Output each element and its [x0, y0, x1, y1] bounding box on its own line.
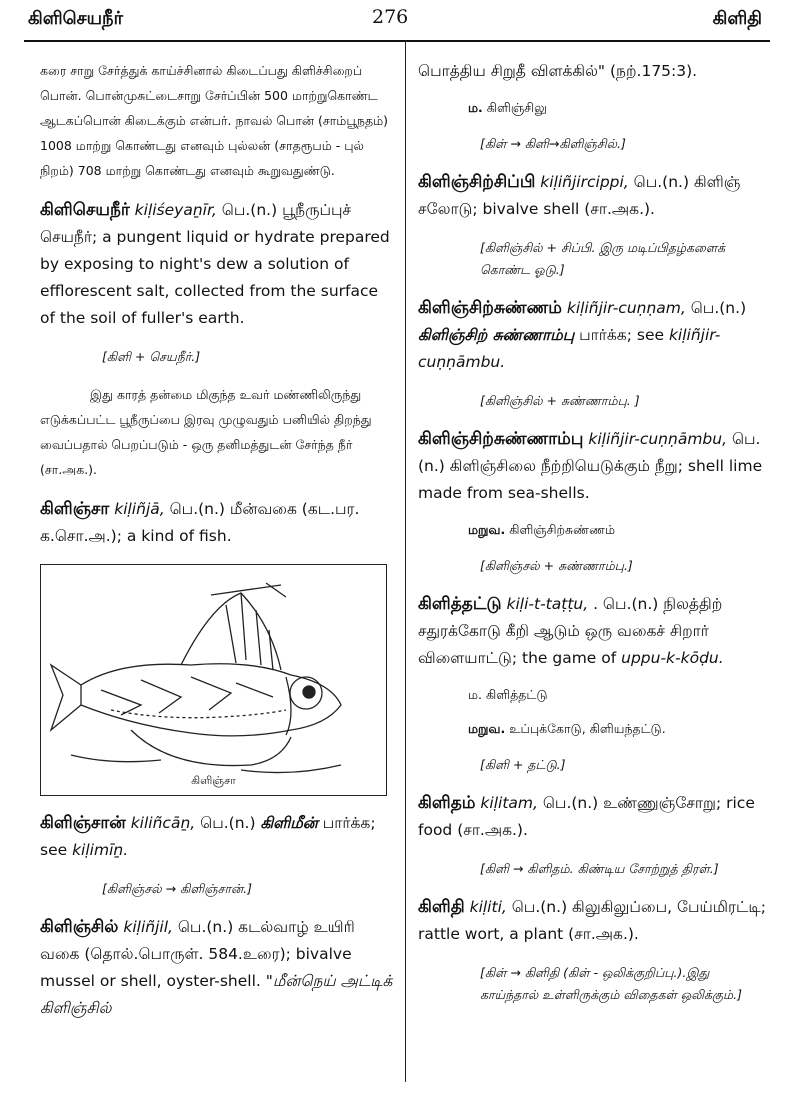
cognate-word: கிளித்தட்டு: [486, 687, 548, 702]
headword: கிளிஞ்சிற்சுண்ணம்: [418, 298, 562, 318]
synonym: [468, 519, 770, 541]
headword: கிளிஞ்சிற்சுண்ணாம்பு: [418, 429, 584, 449]
column-divider: [405, 42, 406, 1082]
entry-kilinja: [40, 496, 395, 550]
headword: கிளிதி: [418, 897, 465, 917]
transliteration: kiḷi-t-taṭṭu,: [506, 595, 589, 613]
etymology: [கிள் → கிளி→கிளிஞ்சில்.]: [480, 136, 626, 151]
continued-paragraph: கரை சாறு சேர்த்துக் காய்ச்சினால் கிடைப்பது கிளிச்சிறைப் பொன். பொன்முசுட்டைசாறு சேர்ப்பின் 500 மாற்றுகொண்ட ஆடகப்பொன் கிடைக்கும் என்பர். நாவல் பொன் (சாம்பூநதம்) 1008 மாற்று கொண்டது எனவும் புல்லன் (சாதரூபம் - புல் நிறம்) 708 மாற்று கொண்டது எனவும் கூறுவதுண்டு.: [40, 63, 389, 178]
entry-kiliti: [418, 894, 770, 948]
left-column: [40, 58, 395, 1022]
etymology: [கிள் → கிளிதி (கிள் - ஒலிக்குறிப்பு.).இது காய்ந்தால் உள்ளிருக்கும் விதைகள் ஒலிக்கும்.]: [480, 965, 742, 1002]
transliteration: kiḷitam,: [480, 794, 538, 812]
page-number: 276: [372, 6, 409, 28]
etymology: [கிளிஞ்சில் + சுண்ணாம்பு. ]: [480, 393, 640, 408]
running-head-left: கிளிசெயநீர்: [28, 8, 123, 29]
entry-kilinjirsunnam: [418, 295, 770, 376]
etymology: [கிளி + செயநீர்.]: [102, 349, 201, 364]
see-text: பார்க்க; see: [574, 326, 669, 344]
cognate-label: ம.: [468, 100, 483, 115]
entry-kilinjan: [40, 810, 395, 864]
entry-kilinjirsunnambu: [418, 426, 770, 507]
definition: பெ.(n.) கிளிஞ்சிலை நீற்றியெடுக்கும் நீறு; shell lime made from sea-shells.: [418, 430, 763, 502]
transliteration: kiḷiti,: [469, 898, 507, 916]
cognate-word: கிளிஞ்சிலு: [486, 100, 547, 115]
etymology: [கிளிஞ்சல் → கிளிஞ்சான்.]: [102, 881, 252, 896]
synonym-words: உப்புக்கோடு, கிளியந்தட்டு.: [509, 721, 666, 736]
synonym-word: கிளிஞ்சிற்சுண்ணம்: [509, 522, 616, 537]
definition: பெ.(n.) கிளிஞ் சலோடு; bivalve shell (சா.அக.).: [418, 173, 741, 218]
definition: பெ.(n.) உண்ணுஞ்சோறு; rice food (சா.அக.).: [418, 794, 755, 839]
game-name: uppu-k-kōḍu.: [621, 649, 724, 667]
cognate-label: ம.: [468, 687, 483, 702]
synonym: [468, 718, 770, 740]
synonym-label: மறுவ.: [468, 721, 506, 736]
etymology: [கிளி + தட்டு.]: [480, 757, 566, 772]
entry-kilinjil: [40, 914, 395, 1022]
cross-ref-translit: kiḷimīṉ.: [72, 841, 129, 859]
quotation-continued: பொத்திய சிறுதீ விளக்கில்" (நற்.175:3).: [418, 62, 698, 80]
pos: பெ.(n.): [195, 814, 261, 832]
right-column: [418, 58, 770, 1006]
transliteration: kiḷiñjā,: [114, 500, 165, 518]
entry-kilinjirchippi: [418, 169, 770, 223]
definition: . பெ.(n.) நிலத்திற் சதுரக்கோடு கீறி ஆடும் ஒரு வகைச் சிறார் விளையாட்டு; the game of: [418, 595, 723, 667]
headword: கிளிதம்: [418, 793, 476, 813]
headword: கிளித்தட்டு: [418, 594, 502, 614]
cross-ref-headword: கிளிஞ்சிற் சுண்ணாம்பு: [418, 326, 575, 344]
quotation: "மீன்நெய் அட்டிக் கிளிஞ்சில்: [40, 972, 393, 1017]
see-text: பார்க்க; see: [40, 814, 376, 859]
headword: கிளிஞ்சான்: [40, 813, 126, 833]
cognate: [468, 97, 770, 119]
headword: கிளிசெயநீர்: [40, 200, 130, 220]
headword: கிளிஞ்சா: [40, 499, 110, 519]
synonym-label: மறுவ.: [468, 522, 506, 537]
transliteration: kiliñcāṉ,: [130, 814, 196, 832]
explanation-paragraph: இது காரத் தன்மை மிகுந்த உவர் மண்ணிலிருந்து எடுக்கப்பட்ட பூநீருப்பை இரவு முழுவதும் பனியில் திறந்து வைப்பதால் பெறப்படும் - ஒரு தனிமத்துடன் சேர்ந்த நீர் (சா.அக.).: [40, 387, 372, 477]
headword: கிளிஞ்சில்: [40, 917, 119, 937]
etymology: [கிளிஞ்சல் + சுண்ணாம்பு.]: [480, 558, 633, 573]
cross-ref-headword: கிளிமீன்: [260, 814, 318, 832]
running-head-right: கிளிதி: [712, 8, 762, 29]
cross-ref-translit: kiḷiñjir-cuṇṇāmbu.: [418, 326, 721, 371]
figure-caption: கிளிஞ்சா: [191, 774, 236, 787]
etymology: [கிளிஞ்சில் + சிப்பி. இரு மடிப்பிதழ்களைக் கொண்ட ஓடு.]: [480, 240, 726, 277]
etymology: [கிளி → கிளிதம். கிண்டிய சோற்றுத் திரள்.]: [480, 861, 719, 876]
fish-illustration-frame: [40, 564, 387, 796]
transliteration: kiḷiśeyaṉīr,: [134, 201, 217, 219]
pos: பெ.(n.): [685, 299, 747, 317]
cognate: [468, 684, 770, 706]
entry-kilitam: [418, 790, 770, 844]
transliteration: kiḷiñjil,: [123, 918, 173, 936]
header-rule: [24, 40, 770, 42]
definition: பெ.(n.) மீன்வகை (கட.பர. க.சொ.அ.); a kind of fish.: [40, 500, 360, 545]
definition: பெ.(n.) கிலுகிலுப்பை, பேய்மிரட்டி; rattle wort, a plant (சா.அக.).: [418, 898, 766, 943]
transliteration: kiḷiñjir-cuṇṇāmbu,: [588, 430, 728, 448]
transliteration: kiḷiñjircippi,: [540, 173, 629, 191]
entry-kilittattu: [418, 591, 770, 672]
entry-kilisheyanir: [40, 197, 395, 332]
definition: பெ.(n.) பூநீருப்புச் செயநீர்; a pungent liquid or hydrate prepared by exposing to night's dew a solution of efflorescent salt, collected from the surface of the soil of fuller's earth.: [40, 201, 390, 327]
definition: பெ.(n.) கடல்வாழ் உயிரி வகை (தொல்.பொருள். 584.உரை); bivalve mussel or shell, oyster-shell.: [40, 918, 355, 990]
transliteration: kiḷiñjir-cuṇṇam,: [566, 299, 686, 317]
headword: கிளிஞ்சிற்சிப்பி: [418, 172, 536, 192]
fish-illustration: [41, 565, 386, 795]
